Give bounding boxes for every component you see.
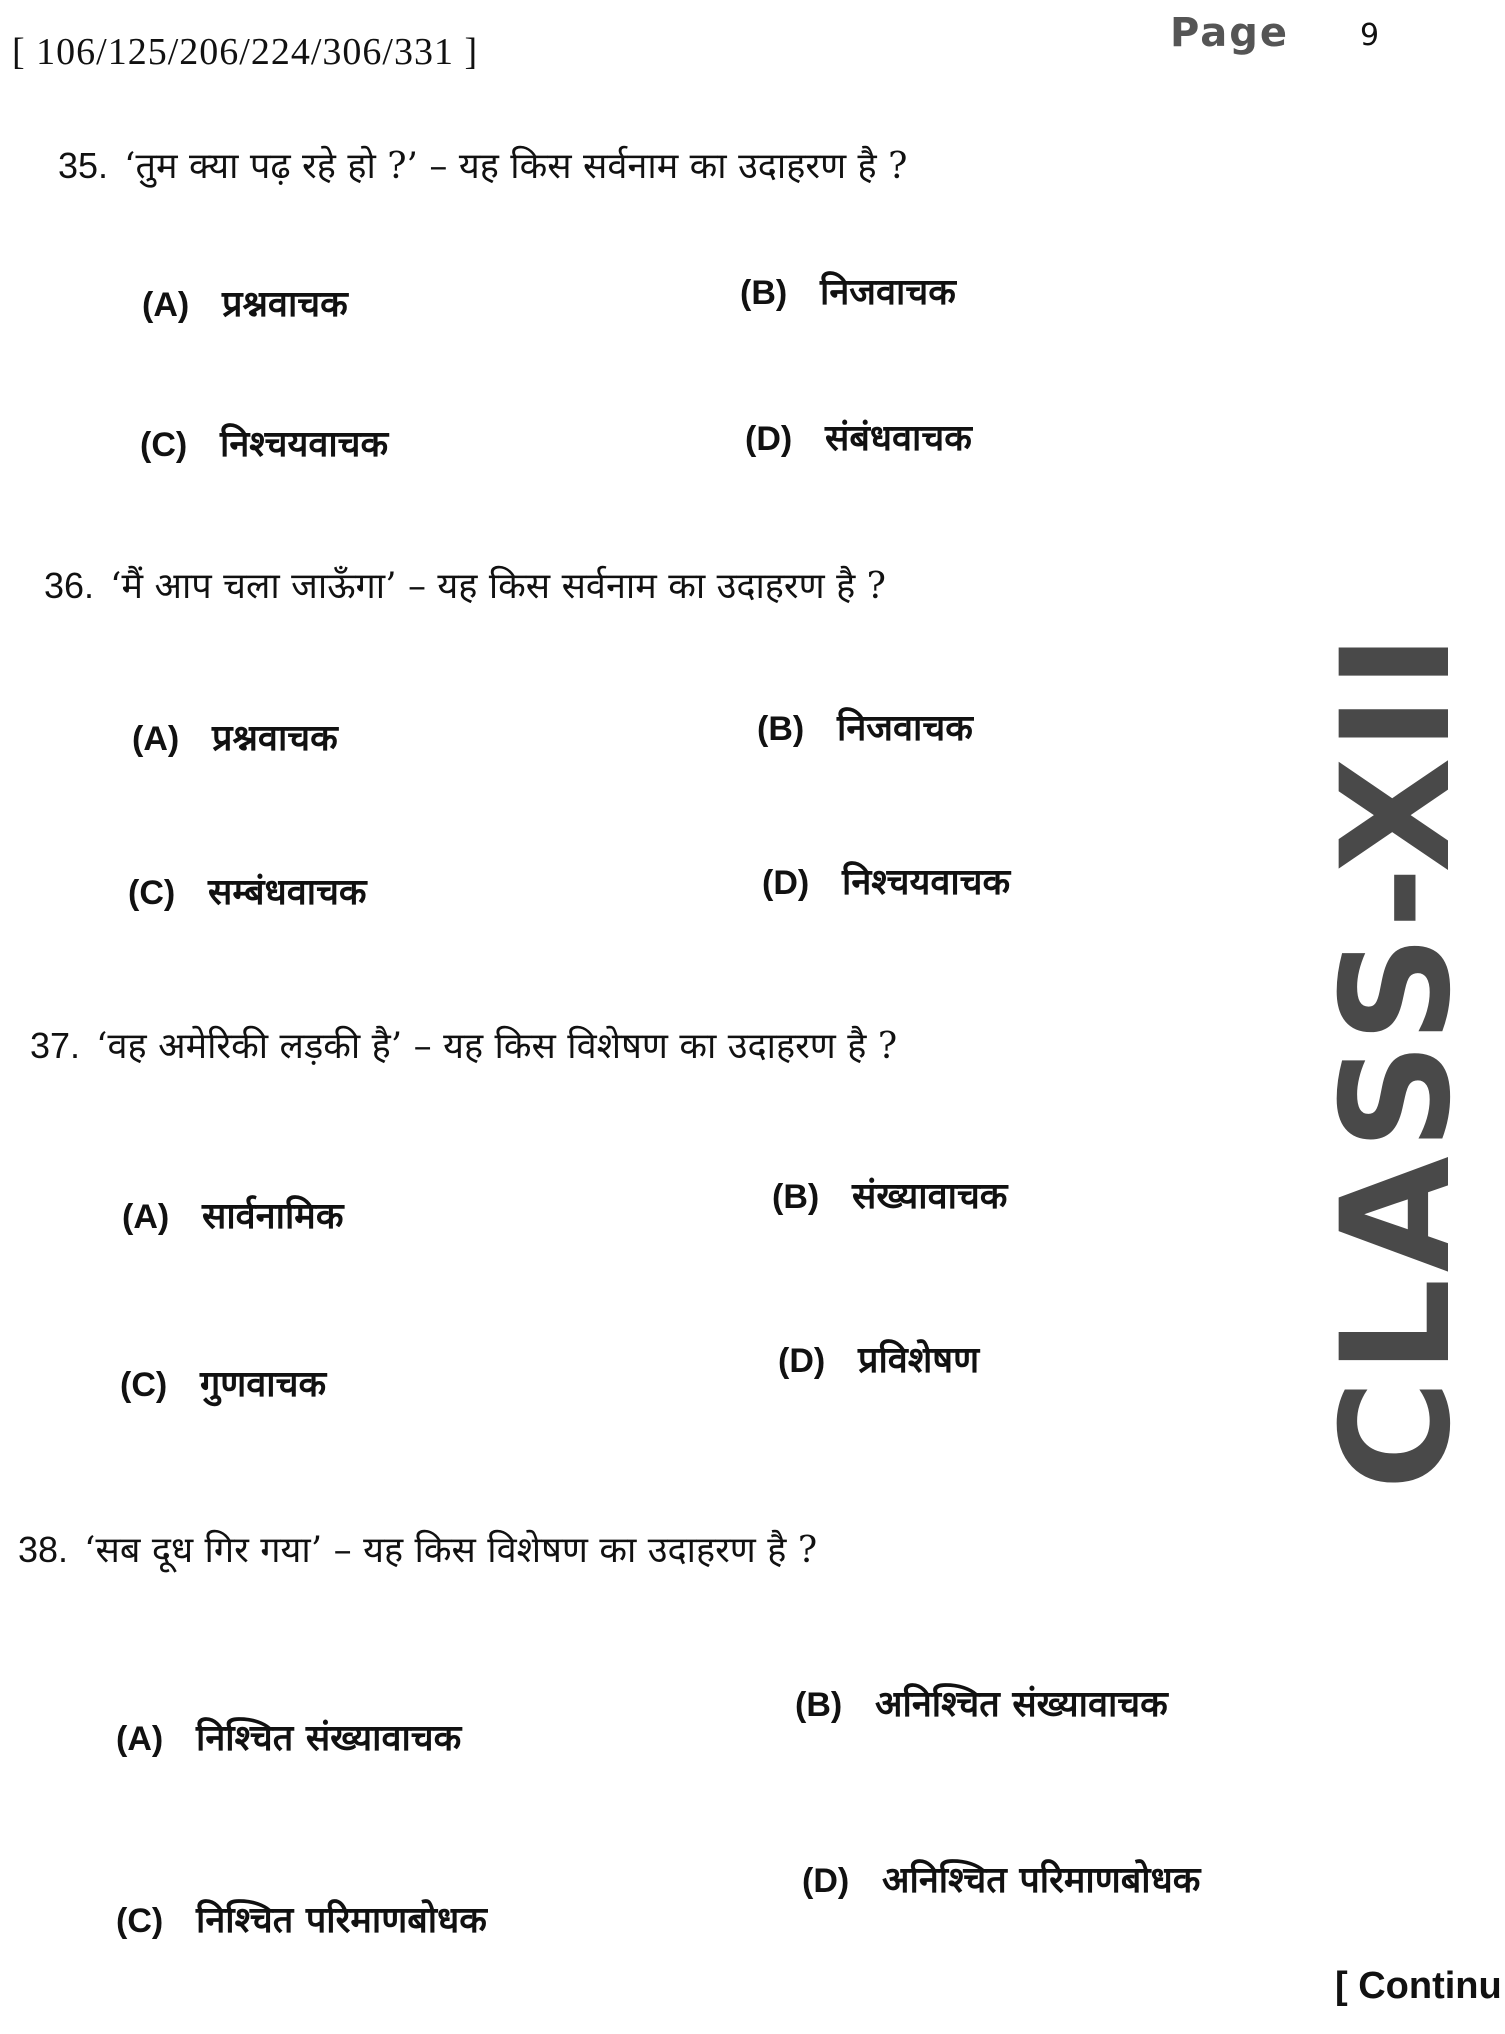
option-letter: (B): [757, 710, 805, 748]
option-letter: (C): [120, 1366, 168, 1404]
option-text: निजवाचक: [820, 271, 956, 313]
option-letter: (A): [142, 286, 190, 324]
q36-option-c: [128, 866, 367, 915]
option-letter: (B): [795, 1686, 843, 1724]
question-number: 35.: [58, 145, 109, 186]
question-text: ‘वह अमेरिकी लड़की है’ – यह किस विशेषण का उदाहरण है ?: [96, 1026, 898, 1067]
option-letter: (D): [762, 864, 810, 902]
option-letter: (A): [132, 720, 180, 758]
q37-option-b: [772, 1170, 1007, 1219]
question-37: [30, 1020, 897, 1069]
option-text: निजवाचक: [837, 707, 973, 749]
option-text: प्रश्नवाचक: [222, 283, 348, 325]
q36-option-d: [762, 856, 1010, 905]
option-text: निश्चयवाचक: [220, 423, 389, 465]
option-text: सम्बंधवाचक: [208, 871, 367, 913]
q37-option-c: [120, 1358, 326, 1407]
option-letter: (C): [116, 1902, 164, 1940]
q38-option-a: [116, 1712, 461, 1761]
q36-option-a: [132, 712, 338, 761]
option-letter: (D): [778, 1342, 826, 1380]
option-text: प्रविशेषण: [858, 1339, 980, 1381]
option-text: अनिश्चित संख्यावाचक: [875, 1683, 1168, 1725]
class-banner: CLASS-XII: [1310, 627, 1484, 1490]
q36-option-b: [757, 702, 973, 751]
question-number: 37.: [30, 1025, 81, 1066]
option-letter: (A): [122, 1198, 170, 1236]
option-letter: (B): [772, 1178, 820, 1216]
question-text: ‘सब दूध गिर गया’ – यह किस विशेषण का उदाहरण है ?: [84, 1530, 818, 1571]
q37-option-a: [122, 1190, 343, 1239]
option-letter: (B): [740, 274, 788, 312]
question-38: [18, 1524, 817, 1573]
option-letter: (C): [140, 426, 188, 464]
q35-option-a: [142, 278, 348, 327]
option-letter: (A): [116, 1720, 164, 1758]
question-number: 38.: [18, 1529, 69, 1570]
question-text: ‘मैं आप चला जाऊँगा’ – यह किस सर्वनाम का उदाहरण है ?: [110, 566, 886, 607]
q38-option-d: [802, 1854, 1200, 1903]
option-text: अनिश्चित परिमाणबोधक: [882, 1859, 1201, 1901]
question-35: [58, 140, 907, 189]
q37-option-d: [778, 1334, 979, 1383]
option-text: प्रश्नवाचक: [212, 717, 338, 759]
question-text: ‘तुम क्या पढ़ रहे हो ?’ – यह किस सर्वनाम का उदाहरण है ?: [124, 146, 908, 187]
page-label: Page: [1170, 10, 1289, 56]
option-text: गुणवाचक: [200, 1363, 327, 1405]
option-text: संबंधवाचक: [825, 417, 972, 459]
q38-option-b: [795, 1678, 1168, 1727]
page-number: 9: [1360, 18, 1380, 53]
option-text: सार्वनामिक: [202, 1195, 344, 1237]
option-letter: (D): [802, 1862, 850, 1900]
continue-label: [ Continu: [1335, 1965, 1502, 2007]
option-text: निश्चित परिमाणबोधक: [196, 1899, 487, 1941]
q38-option-c: [116, 1894, 487, 1943]
q35-option-d: [745, 412, 972, 461]
option-letter: (D): [745, 420, 793, 458]
question-number: 36.: [44, 565, 95, 606]
option-letter: (C): [128, 874, 176, 912]
option-text: निश्चित संख्यावाचक: [196, 1717, 462, 1759]
paper-codes: [ 106/125/206/224/306/331 ]: [12, 31, 479, 73]
q35-option-c: [140, 418, 388, 467]
q35-option-b: [740, 266, 956, 315]
option-text: संख्यावाचक: [852, 1175, 1008, 1217]
question-36: [44, 560, 886, 609]
option-text: निश्चयवाचक: [842, 861, 1011, 903]
